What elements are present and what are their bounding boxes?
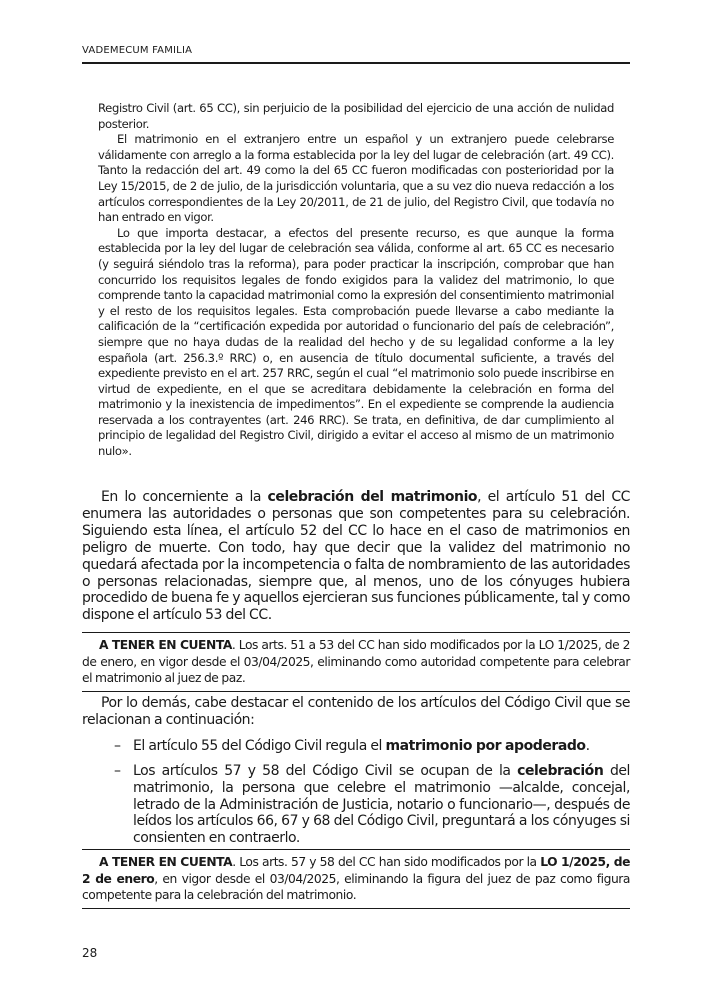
page-number: 28 — [82, 946, 98, 960]
text-run: , en vigor desde el 03/04/2025, eliminando la figura del juez de paz como figura competente para la celebración del matrimonio. — [82, 871, 630, 903]
note-text — [82, 637, 630, 687]
article-list — [82, 738, 630, 847]
text-run: . — [585, 737, 590, 754]
text-run: El artículo 55 del Código Civil regula el — [133, 737, 386, 754]
paragraph — [82, 489, 630, 624]
dash-bullet: – — [114, 737, 121, 754]
note-label: A TENER EN CUENTA — [99, 855, 233, 869]
bold-term: LO 1/2025, de 2 de enero — [82, 855, 630, 886]
note-box — [82, 632, 630, 692]
header-rule — [82, 62, 630, 64]
bold-term: celebración del matrimonio — [267, 489, 478, 505]
text-run: , el artículo 51 del CC enumera las autoridades o personas que son competentes para su celebración. Siguiendo esta línea, el artículo 52 del CC lo hace en el caso de matrimonios en peligro de muerte. Con todo, hay que decir que la validez del matrimonio no quedará afectada por la incompetencia o falta de nombramiento de las autoridades o personas relacionadas, siempre que, al menos, uno de los cónyuges hubiera procedido de buena fe y aquellos ejercieran sus funciones públicamente, tal y como dispone el artículo 53 del CC. — [82, 489, 631, 624]
paragraph: Por lo demás, cabe destacar el contenido de los artículos del Código Civil que se relacionan a continuación: — [82, 695, 630, 728]
list-item — [82, 738, 630, 755]
body-section-articles — [82, 695, 630, 855]
quote-paragraph: Lo que importa destacar, a efectos del presente recurso, es que aunque la forma establecida por la ley del lugar de celebración sea válida, conforme al art. 65 CC es necesario (y seguirá siéndolo tras la reforma), para poder practicar la inscripción, comprobar que han concurrido los requisitos legales de fondo exigidos para la validez del matrimonio, lo que comprende tanto la capacidad matrimonial como la expresión del consentimiento matrimonial y el resto de los requisitos legales. Esta comprobación puede llevarse a cabo mediante la calificación de la “certificación expedida por autoridad o funcionario del país de celebración”, siempre que no haya dudas de la realidad del hecho y de su legalidad conforme a la ley española (art. 256.3.º RRC) o, en ausencia de título documental suficiente, a través del expediente previsto en el art. 257 RRC, según el cual “el matrimonio solo puede inscribirse en virtud de expediente, en el que se acreditara debidamente la celebración en forma del matrimonio y la inexistencia de impedimentos”. En el expediente se comprende la audiencia reservada a los contrayentes (art. 246 RRC). Se trata, en definitiva, de dar cumplimiento al principio de legalidad del Registro Civil, dirigido a evitar el acceso al mismo de un matrimonio nulo». — [98, 225, 614, 459]
text-run: . Los arts. 57 y 58 del CC han sido modificados por la — [232, 855, 541, 869]
text-run: . Los arts. 51 a 53 del CC han sido modificados por la LO 1/2025, de 2 de enero, en vigor desde el 03/04/2025, eliminando como autoridad competente para celebrar el matrimonio al juez de paz. — [82, 638, 630, 686]
note-text — [82, 854, 630, 904]
list-item — [82, 763, 630, 848]
note-label: A TENER EN CUENTA — [99, 638, 232, 652]
note-box — [82, 849, 630, 909]
quote-paragraph: El matrimonio en el extranjero entre un español y un extranjero puede celebrarse válidamente con arreglo a la forma establecida por la ley del lugar de celebración (art. 49 CC). Tanto la redacción del art. 49 como la del 65 CC fueron modificadas con posterioridad por la Ley 15/2015, de 2 de julio, de la jurisdicción voluntaria, que a su vez dio nueva redacción a los artículos correspondientes de la Ley 20/2011, de 21 de julio, del Registro Civil, que todavía no han entrado en vigor. — [98, 132, 614, 225]
text-run: Los artículos 57 y 58 del Código Civil se ocupan de la — [133, 762, 518, 779]
text-run: del matrimonio, la persona que celebre el matrimonio —alcalde, concejal, letrado de la Administración de Justicia, notario o funcionario—, después de leídos los artículos 66, 67 y 68 del Código Civil, preguntará a los cónyuges si consienten en contraerlo. — [133, 762, 630, 847]
bold-term: celebración — [517, 762, 604, 779]
running-header: VADEMECUM FAMILIA — [82, 45, 193, 56]
quote-paragraph: Registro Civil (art. 65 CC), sin perjuicio de la posibilidad del ejercicio de una acción de nulidad posterior. — [98, 101, 614, 131]
quoted-ruling — [98, 101, 614, 460]
text-run: En lo concerniente a la — [101, 489, 268, 505]
dash-bullet: – — [114, 762, 121, 779]
body-paragraph-celebration — [82, 489, 630, 624]
bold-term: matrimonio por apoderado — [385, 737, 586, 754]
